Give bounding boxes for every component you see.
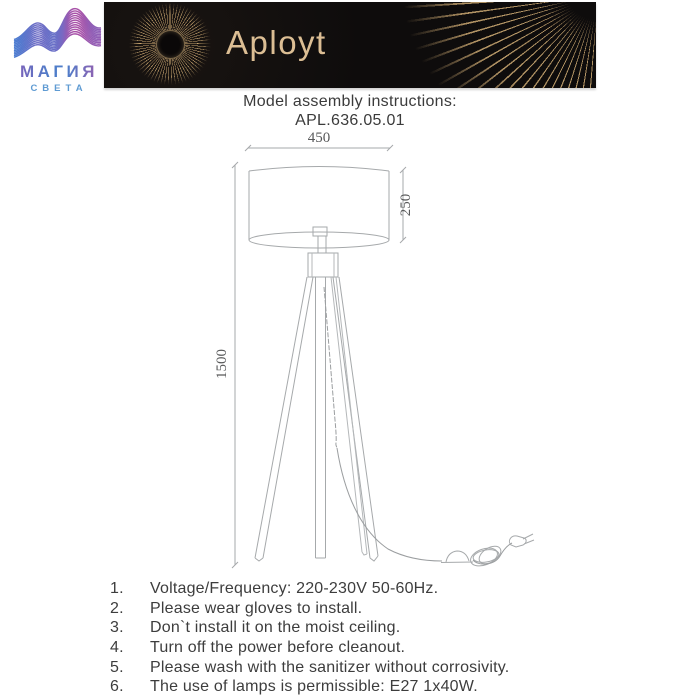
list-item [110,658,685,678]
dimension-shade-height-label: 250 [398,193,414,217]
dimension-total-height [214,162,238,568]
item-text: Turn off the power before cleanout. [150,639,406,657]
item-text: Voltage/Frequency: 220-230V 50-60Hz. [150,580,439,597]
brand-name: Aployt [226,24,327,61]
dimension-total-height-label: 1500 [214,349,230,379]
list-item [110,618,685,638]
item-number: 5. [110,658,124,676]
dimension-width-label: 450 [307,130,331,146]
tripod-hub [308,253,338,277]
dimension-shade-height [398,167,414,243]
logo-subtitle: СВЕТА [30,83,88,94]
item-number: 3. [110,619,124,637]
item-text: Please wash with the sanitizer without corrosivity. [150,658,510,676]
model-number: APL.636.05.01 [295,112,405,129]
item-number: 2. [110,599,124,617]
instructions-list [110,579,685,697]
item-text: The use of lamps is permissible: E27 1x40W. [150,678,478,696]
dimension-width [245,130,393,151]
item-text: Please wear gloves to install. [150,599,363,617]
lamp-socket [313,227,327,253]
power-switch-icon [441,551,473,563]
list-item [110,599,685,619]
list-item [110,638,685,658]
power-plug-icon [468,534,534,569]
item-number: 6. [110,678,124,696]
assembly-title: Model assembly instructions: [243,93,457,110]
item-text: Don`t install it on the moist ceiling. [150,619,401,637]
logo-title: МАГИЯ [8,62,110,82]
list-item [110,677,685,697]
item-number: 1. [110,580,124,597]
item-number: 4. [110,639,124,657]
list-item [110,579,685,599]
